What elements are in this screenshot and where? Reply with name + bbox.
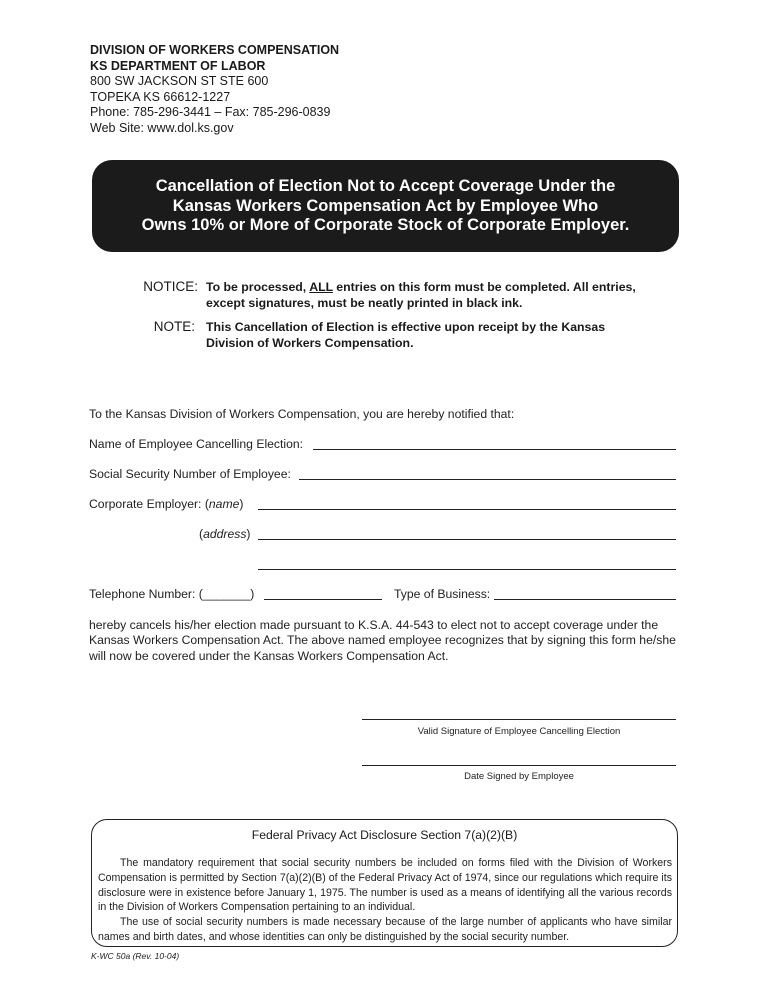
website: Web Site: www.dol.ks.gov xyxy=(90,120,234,135)
form-title-box xyxy=(92,160,679,252)
employee-name-field[interactable] xyxy=(313,449,676,450)
title-line-1: Cancellation of Election Not to Accept Coverage Under the xyxy=(155,177,616,195)
signature-caption: Valid Signature of Employee Cancelling Election xyxy=(417,726,621,737)
business-type-label: Type of Business: xyxy=(394,587,491,601)
name-hint: name xyxy=(208,497,240,511)
corporate-name-field[interactable] xyxy=(258,509,676,510)
notice-text-start: To be processed, xyxy=(206,280,310,294)
ssn-label: Social Security Number of Employee: xyxy=(89,467,291,481)
agency-header xyxy=(90,43,339,137)
notice-label: NOTICE: xyxy=(143,279,198,294)
employee-name-label: Name of Employee Cancelling Election: xyxy=(89,437,304,451)
notice-text-emphasis: ALL xyxy=(309,280,333,294)
address-open: ( xyxy=(199,527,204,541)
telephone-field[interactable] xyxy=(264,599,382,600)
privacy-paragraph-1: The mandatory requirement that social security numbers be included on forms filed with the Division of Workers Compensation is permitted by Section 7(a)(2)(B) of the Federal Privacy Act of 1974, since our regulations which require its disclosure were in existence before January 1, 1975. The number is used as a means of identifying all the various records in the Division of Workers Compensation pertaining to an individual. xyxy=(98,857,672,914)
city-state-zip: TOPEKA KS 66612-1227 xyxy=(90,89,231,104)
signature-line[interactable] xyxy=(362,719,676,720)
privacy-text xyxy=(98,856,672,945)
corporate-employer-label xyxy=(89,497,243,511)
org-name: DIVISION OF WORKERS COMPENSATION xyxy=(90,43,340,57)
form-intro: To the Kansas Division of Workers Compensation, you are hereby notified that: xyxy=(89,407,515,421)
address-label xyxy=(199,527,250,541)
note-text: This Cancellation of Election is effective upon receipt by the Kansas Division of Workers Compensation. xyxy=(206,320,606,350)
notice-text xyxy=(206,279,636,311)
title-line-3: Owns 10% or More of Corporate Stock of Corporate Employer. xyxy=(141,216,630,234)
address-hint: address xyxy=(203,527,247,541)
title-line-2: Kansas Workers Compensation Act by Employee Who xyxy=(172,196,599,215)
privacy-paragraph-2: The use of social security numbers is made necessary because of the large number of applicants who have similar names and birth dates, and whose identities can only be distinguished by the social security number. xyxy=(98,916,672,943)
street-address: 800 SW JACKSON ST STE 600 xyxy=(90,74,269,89)
privacy-title: Federal Privacy Act Disclosure Section 7(a)(2)(B) xyxy=(251,828,518,842)
address-close: ) xyxy=(246,527,251,541)
corporate-employer-text: Corporate Employer: ( xyxy=(89,497,209,511)
department-name: KS DEPARTMENT OF LABOR xyxy=(90,58,266,73)
form-id: K-WC 50a (Rev. 10-04) xyxy=(91,951,180,961)
address-field-1[interactable] xyxy=(258,539,676,540)
address-field-2[interactable] xyxy=(258,569,676,570)
cancellation-statement: hereby cancels his/her election made pursuant to K.S.A. 44-543 to elect not to accept coverage under the Kansas Workers Compensation Act. The above named employee recognizes that by signing this form he/she will now be covered under the Kansas Workers Compensation Act. xyxy=(89,618,676,663)
phone-fax: Phone: 785-296-3441 – Fax: 785-296-0839 xyxy=(90,105,331,120)
notice-text-end: entries on this form must be completed. All entries, except signatures, must be neatly printed in black ink. xyxy=(206,280,636,310)
ssn-field[interactable] xyxy=(299,479,676,480)
note-label: NOTE: xyxy=(153,319,195,334)
date-caption: Date Signed by Employee xyxy=(464,771,574,782)
business-type-field[interactable] xyxy=(494,599,676,600)
date-signed-line[interactable] xyxy=(362,765,676,766)
name-hint-close: ) xyxy=(239,497,244,511)
telephone-label: Telephone Number: (_______) xyxy=(89,587,255,601)
